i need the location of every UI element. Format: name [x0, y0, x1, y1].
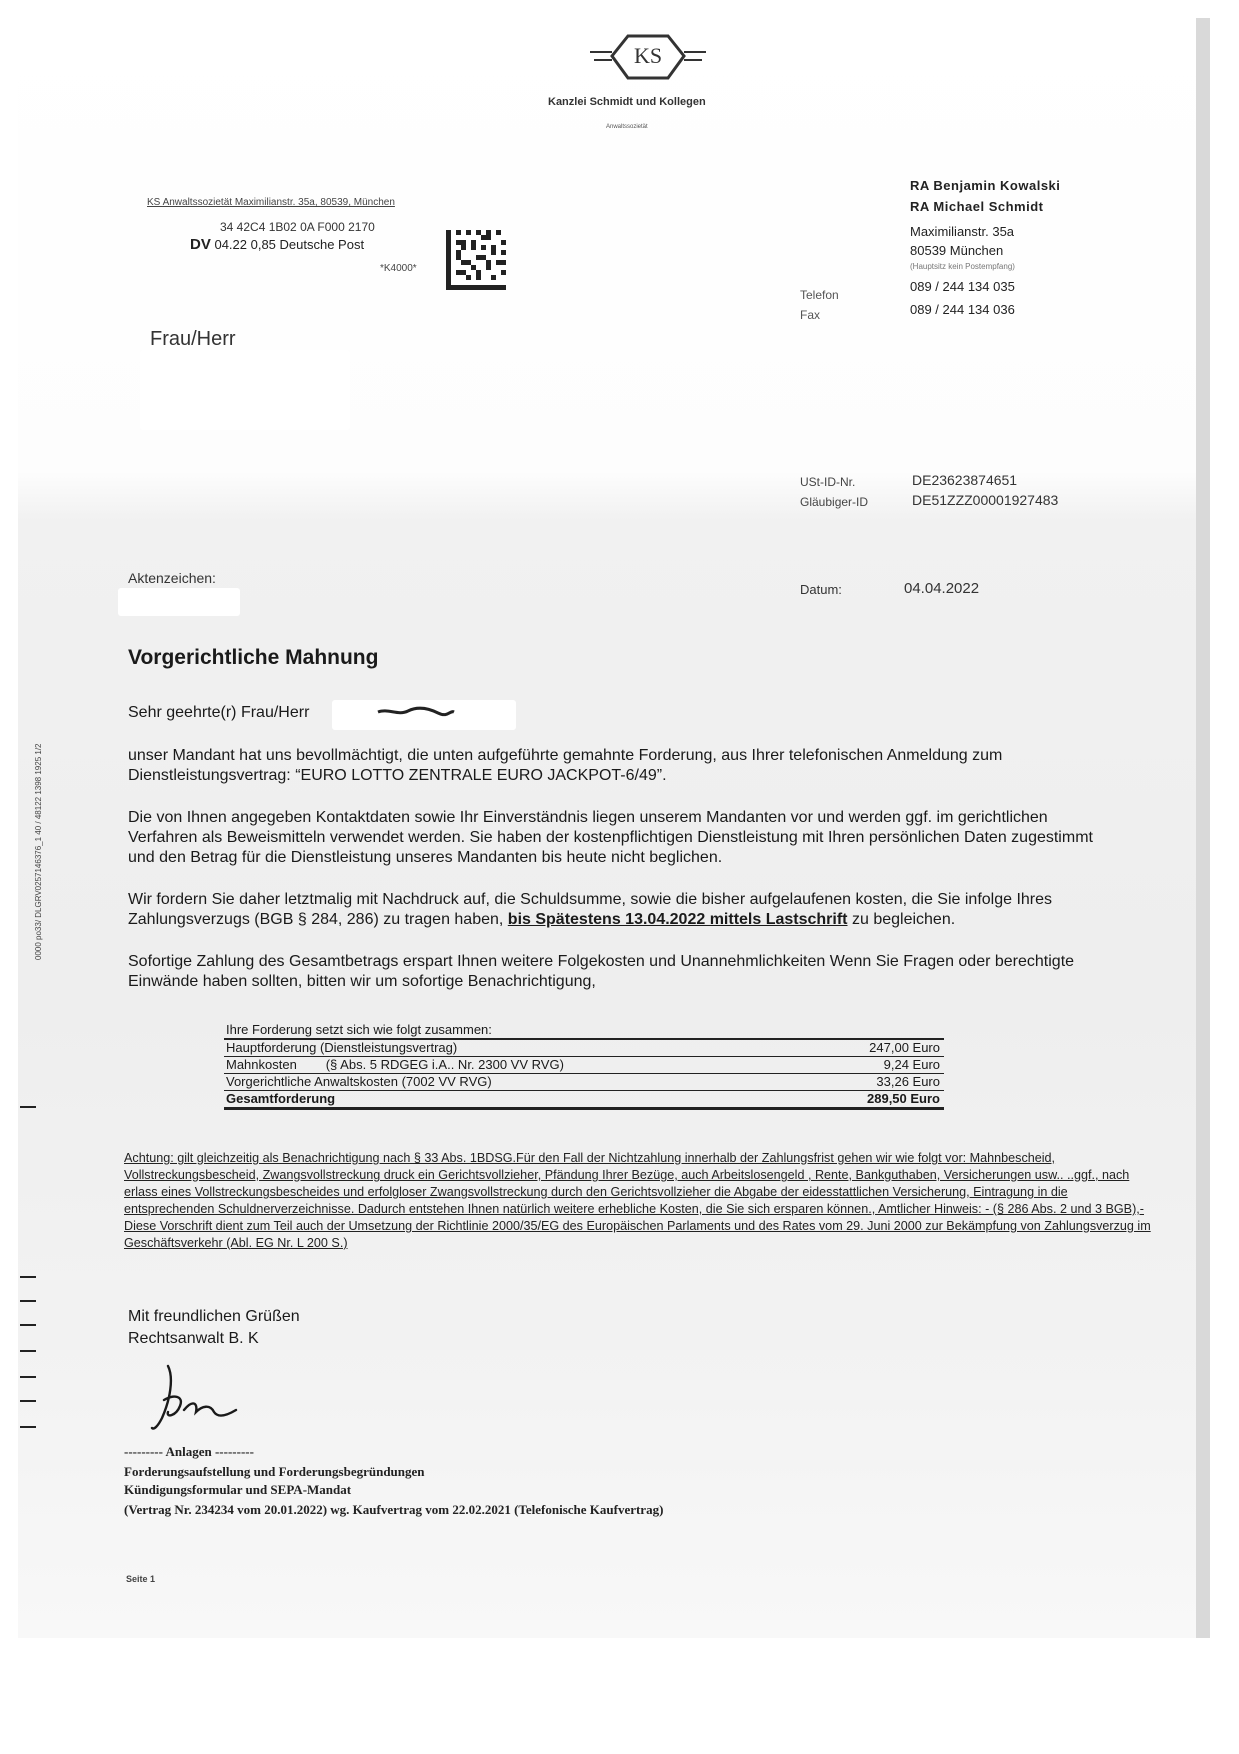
- claim-total-label: Gesamtforderung: [226, 1091, 336, 1106]
- fold-mark: [20, 1426, 36, 1428]
- legal-notice: Achtung: gilt gleichzeitig als Benachrichtigung nach § 33 Abs. 1BDSG.Für den Fall der Nichtzahlung innerhalb der Zahlungsfrist gehen wir wie folgt vor: Mahnbescheid, Vollstreckungsbescheid, Zwangsvollstreckung druck ein Gerichtsvollzieher, Pfändung Ihrer Bezüge, auch Arbeitslosengeld , Rente, Bankguthaben, Versicherungen usw.. ..ggf., nach erlass eines Vollstreckungsbescheides und erfolgloser Zwangsvollstreckung durch den Gerichtsvollzieher die Abgabe der eidesstattlichen Versicherung, Eintragung in die entsprechenden Schuldnerverzeichnisse. Dadurch entstehen Ihnen natürlich weitere erhebliche Kosten, die Sie sich ersparen können., Amtlicher Hinweis: - (§ 286 Abs. 2 und 3 BGB),- Diese Vorschrift dient zum Teil auch der Umsetzung der Richtlinie 2000/35/EG des Europäischen Parlaments und des Rates vom 29. Juni 2000 zur Bekämpfung von Zahlungsverzug im Geschäftsverkehr (Abl. EG Nr. L 200 S.): [124, 1151, 1151, 1250]
- attachments-heading: --------- Anlagen ---------: [124, 1444, 254, 1459]
- ust-id-label: USt-ID-Nr.: [800, 475, 856, 489]
- claim-table: [224, 1022, 944, 1110]
- postage-matrix-code-icon: [446, 230, 506, 290]
- attachment-line: Forderungsaufstellung und Forderungsbegründungen: [124, 1464, 425, 1479]
- claim-row-amount: 9,24 Euro: [883, 1057, 940, 1072]
- claim-total-row: [224, 1091, 944, 1110]
- claim-total-amount: 289,50 Euro: [867, 1091, 940, 1106]
- fold-mark: [20, 1300, 36, 1302]
- closing-signer: Rechtsanwalt B. K: [128, 1330, 259, 1347]
- fax-number: 089 / 244 134 036: [910, 302, 1015, 317]
- claim-row-amount: 33,26 Euro: [876, 1074, 940, 1089]
- table-row: [224, 1074, 944, 1091]
- claim-row-label: Vorgerichtliche Anwaltskosten (7002 VV RVG): [226, 1074, 492, 1089]
- table-row: [224, 1040, 944, 1057]
- attachment-line: Kündigungsformular und SEPA-Mandat: [124, 1482, 352, 1497]
- paragraph-contact-data: Die von Ihnen angegeben Kontaktdaten sowie Ihr Einverständnis liegen unserem Mandanten vor und werden ggf. im gerichtlichen Verfahren als Beweismitteln verwendet werden. Sie haben der kostenpflichtigen Dienstleistung mit Ihren persönlichen Daten zugestimmt und den Betrag für die Dienstleistung unseres Mandanten bis heute nicht beglichen.: [128, 809, 1093, 866]
- fax-label: Fax: [800, 308, 821, 322]
- firm-city: 80539 München: [910, 243, 1004, 258]
- phone-label: Telefon: [800, 288, 839, 302]
- recipient-salutation: Frau/Herr: [150, 328, 236, 350]
- fold-mark: [20, 1324, 36, 1326]
- handwritten-signature-icon: [140, 1360, 240, 1440]
- letter-subject: Vorgerichtliche Mahnung: [128, 646, 379, 669]
- sender-return-address: KS Anwaltssozietät Maximilianstr. 35a, 80539, München: [147, 197, 395, 208]
- attachment-line: (Vertrag Nr. 234234 vom 20.01.2022) wg. Kaufvertrag vom 22.02.2021 (Telefonische Kaufvertrag): [124, 1502, 664, 1517]
- paragraph-demand: [128, 890, 1118, 930]
- fold-mark: [20, 1376, 36, 1378]
- date-label: Datum:: [800, 582, 842, 597]
- scan-edge-shadow: [1196, 18, 1210, 1638]
- firm-subtitle: Anwaltssozietät: [606, 124, 648, 130]
- paragraph-mandate: unser Mandant hat uns bevollmächtigt, die unten aufgeführte gemahnte Forderung, aus Ihrer telefonischen Anmeldung zum Dienstleistungsvertrag: “EURO LOTTO ZENTRALE EURO JACKPOT-6/49”.: [128, 747, 1003, 784]
- firm-street: Maximilianstr. 35a: [910, 224, 1015, 239]
- claim-table-header: [224, 1022, 944, 1040]
- claim-row-label: Hauptforderung (Dienstleistungsvertrag): [226, 1040, 458, 1055]
- fold-mark: [20, 1350, 36, 1352]
- claim-table-header-text: Ihre Forderung setzt sich wie folgt zusammen:: [226, 1022, 492, 1037]
- logo-monogram: KS: [633, 43, 663, 68]
- glaeubiger-id-label: Gläubiger-ID: [800, 495, 869, 509]
- lawyer-name-1: RA Benjamin Kowalski: [910, 178, 1061, 193]
- date-value: 04.04.2022: [904, 580, 980, 597]
- redaction-scribble-icon: [376, 706, 456, 718]
- postage-extra: *K4000*: [380, 263, 417, 274]
- paragraph-payment: Sofortige Zahlung des Gesamtbetrags erspart Ihnen weitere Folgekosten und Unannehmlichkeiten Wenn Sie Fragen oder berechtigte Einwände haben sollten, bitten wir um sofortige Benachrichtigung,: [128, 953, 1075, 990]
- firm-note: (Hauptsitz kein Postempfang): [910, 262, 1015, 271]
- aktenzeichen-label: Aktenzeichen:: [128, 570, 216, 586]
- closing-greeting: Mit freundlichen Grüßen: [128, 1308, 300, 1325]
- demand-text: Wir fordern Sie daher letztmalig mit Nachdruck auf, die Schuldsumme, sowie die bisher aufgelaufenen kosten, die Sie infolge Ihres Zahlungsverzugs (BGB § 284, 286) zu tragen haben,: [128, 891, 1053, 928]
- fold-mark: [20, 1400, 36, 1402]
- firm-name: Kanzlei Schmidt und Kollegen: [548, 96, 706, 108]
- redaction-box: [140, 350, 350, 430]
- glaeubiger-id-value: DE51ZZZ00001927483: [912, 492, 1059, 508]
- postage-code: 34 42C4 1B02 0A F000 2170: [220, 220, 375, 234]
- lawyer-name-2: RA Michael Schmidt: [910, 199, 1044, 214]
- postage-details: 04.22 0,85 Deutsche Post: [214, 237, 365, 252]
- fold-mark: [20, 1106, 36, 1108]
- phone-number: 089 / 244 134 035: [910, 279, 1015, 294]
- postage-line: [190, 236, 364, 253]
- claim-row-label: Mahnkosten (§ Abs. 5 RDGEG i.A.. Nr. 2300 VV RVG): [226, 1057, 564, 1072]
- payment-deadline: bis Spätestens 13.04.2022 mittels Lastschrift: [507, 911, 848, 928]
- page-number: Seite 1: [126, 1574, 156, 1584]
- margin-barcode-text: 0000 po33/ DLGRV0257146376_1 40 / 48122 1398 1925 1/2: [34, 743, 43, 960]
- fold-mark: [20, 1276, 36, 1278]
- table-row: [224, 1057, 944, 1074]
- postage-dv: DV: [190, 236, 211, 253]
- firm-logo-icon: [588, 30, 708, 100]
- demand-end: zu begleichen.: [851, 911, 956, 928]
- redaction-box: [118, 588, 240, 616]
- ust-id-value: DE23623874651: [912, 472, 1018, 488]
- letter-salutation: Sehr geehrte(r) Frau/Herr: [128, 704, 310, 721]
- claim-row-amount: 247,00 Euro: [869, 1040, 940, 1055]
